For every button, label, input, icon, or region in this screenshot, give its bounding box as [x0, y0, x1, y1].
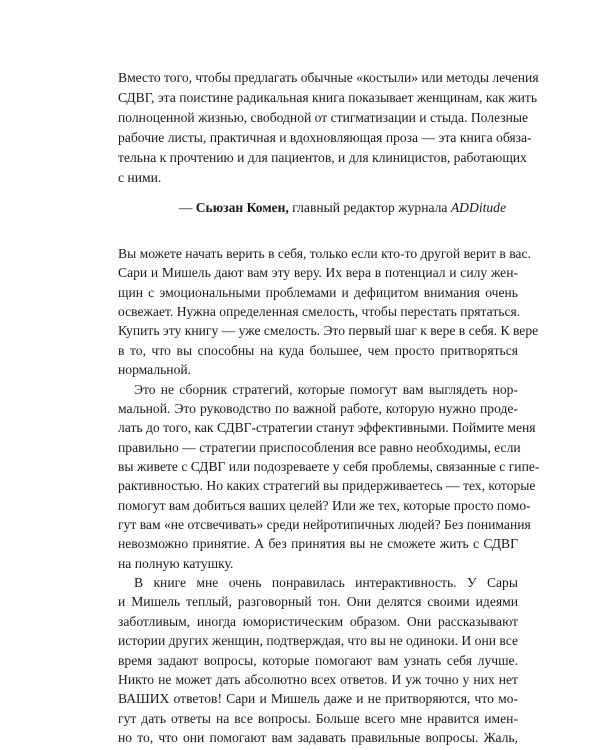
quote-line: Вместо того, чтобы предлагать обычные «костыли» или методы лечения: [118, 70, 539, 85]
body-line: правильно — стратегии приспособления все равно необходимы, если: [118, 439, 521, 455]
body-line: истории других женщин, подтверждая, что вы не одиноки. И они все: [118, 633, 518, 649]
body-line: на полную катушку.: [118, 555, 234, 571]
body-line: Никто не может дать абсолютно всех ответов. И уж точно у них нет: [118, 671, 518, 687]
body-line: В книге мне очень понравилась интерактивность. У Сары: [134, 575, 518, 591]
body-line: гут вам «не отсвечивать» среди нейротипичных людей? Без понимания: [118, 517, 531, 533]
body-line: ВАШИХ ответов! Сари и Мишель даже и не притворяются, что мо-: [118, 691, 518, 707]
body-line: Сари и Мишель дают вам эту веру. Их вера в потенциал и силу жен-: [118, 265, 518, 281]
attribution-dash: —: [178, 200, 196, 215]
attribution-role: главный редактор журнала: [288, 200, 451, 215]
body-line: рактивностью. Но каких стратегий вы придерживаетесь — тех, которые: [118, 478, 536, 494]
quote-line: тельна к прочтению и для пациентов, и для клиницистов, работающих: [118, 150, 527, 165]
quote-line: полноценной жизнью, свободной от стигматизации и стыда. Полезные: [118, 110, 529, 125]
body-line: Вы можете начать верить в себя, только если кто-то другой верит в вас.: [118, 246, 531, 261]
body-line: в то, что вы способны на куда большее, чем просто притворяться: [118, 342, 518, 358]
body-line: гут дать ответы на все вопросы. Больше всего мне нравится имен-: [118, 710, 518, 726]
quote-line: с ними.: [118, 170, 162, 185]
body-line: Это не сборник стратегий, которые помогут вам выглядеть нор-: [134, 381, 518, 397]
body-line: заботливым, иногда юмористическим образом. Они рассказывают: [118, 613, 518, 629]
body-line: вы живете с СДВГ или подозреваете у себя проблемы, связанные с гипе-: [118, 458, 540, 474]
attribution-journal: ADDitude: [450, 200, 506, 215]
body-line: невозможно принятие. А без принятия вы не сможете жить с СДВГ: [118, 536, 518, 552]
body-line: лать до того, как СДВГ-стратегии станут эффективными. Поймите меня: [118, 420, 536, 436]
body-line: помогут вам добиться ваших целей? Или же тех, которые просто помо-: [118, 497, 531, 513]
body-line: щин с эмоциональными проблемами и дефицитом внимания очень: [118, 284, 518, 300]
body-line: время задают вопросы, которые помогают вам узнать себя лучше.: [118, 652, 518, 668]
body-line: но то, что они помогают вам задавать правильные вопросы. Жаль,: [118, 730, 518, 745]
quote-attribution: [179, 198, 506, 218]
body-line: и Мишель теплый, разговорный тон. Они делятся своими идеями: [118, 594, 518, 610]
quote-line: рабочие листы, практичная и вдохновляющая проза — эта книга обяза-: [118, 130, 532, 145]
body-line: мальной. Это руководство по важной работе, которую нужно проде-: [118, 400, 518, 416]
attribution-author: Сьюзан Комен,: [195, 200, 289, 215]
body-line: нормальной.: [118, 362, 192, 378]
quote-line: СДВГ, эта поистине радикальная книга показывает женщинам, как жить: [118, 90, 538, 105]
body-line: освежает. Нужна определенная смелость, чтобы перестать прятаться.: [118, 304, 521, 320]
body-line: Купить эту книгу — уже смелость. Это первый шаг к вере в себя. К вере: [118, 323, 539, 339]
